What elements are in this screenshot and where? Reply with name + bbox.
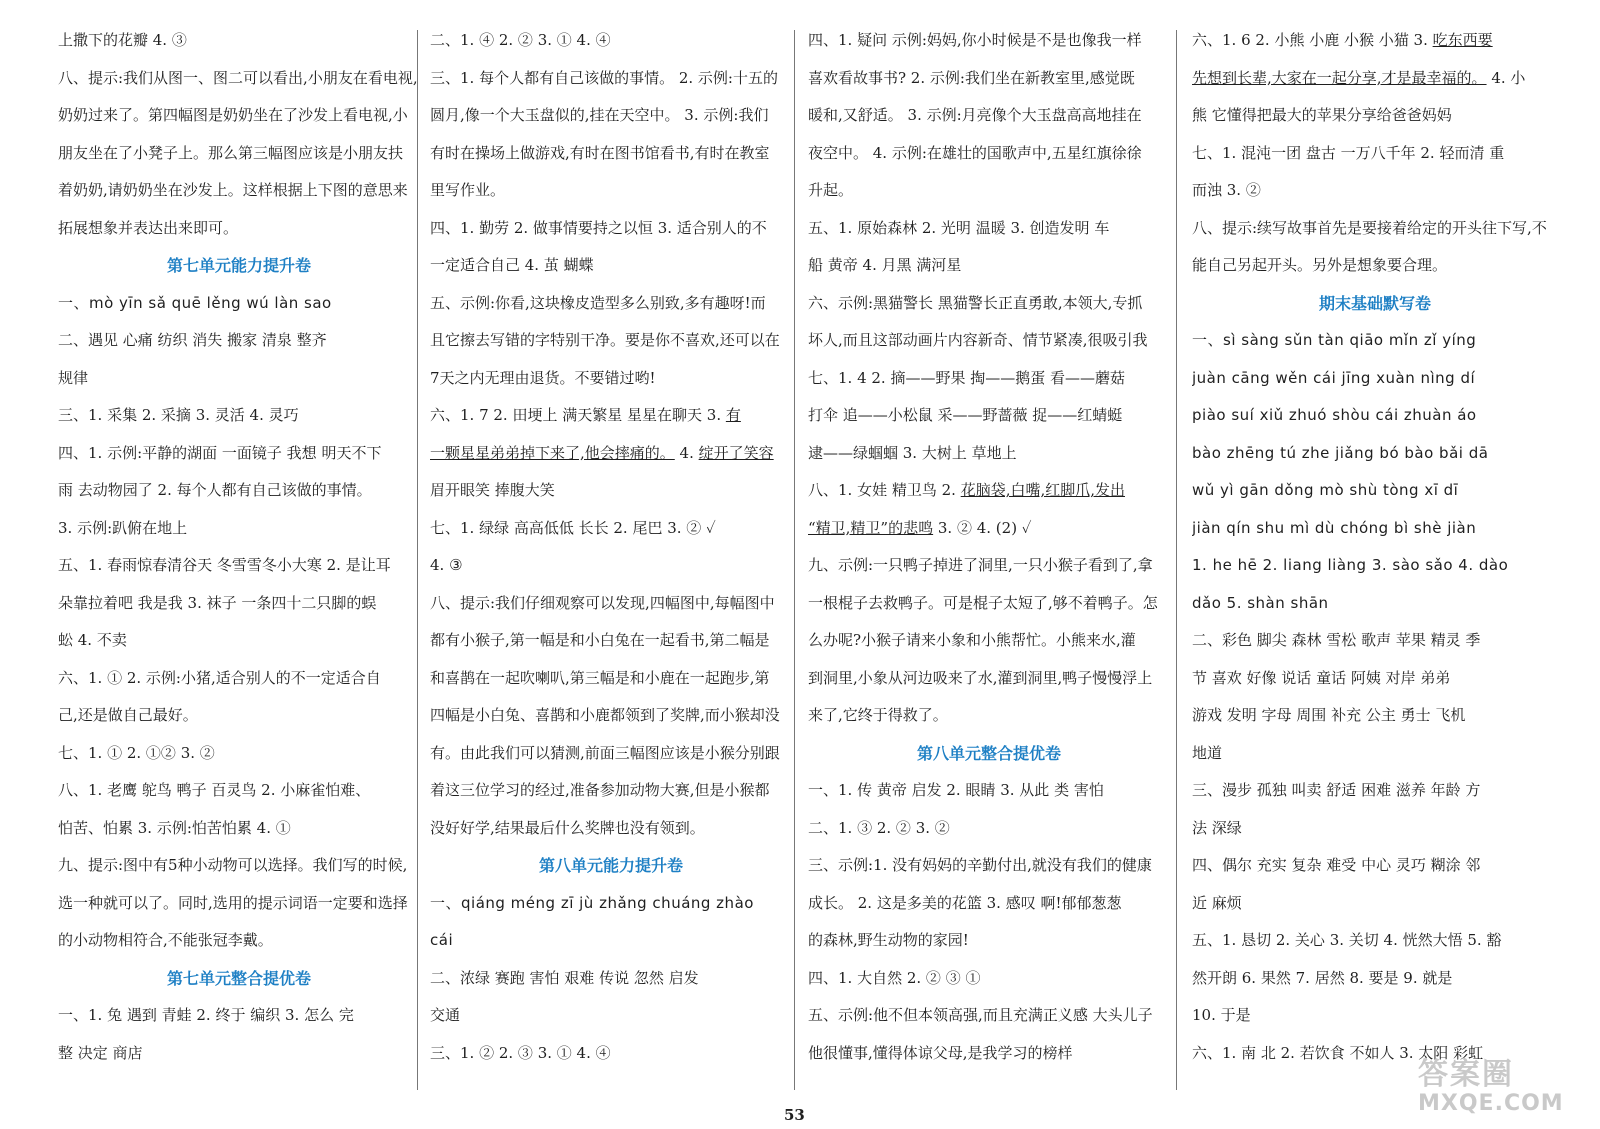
answer-line: 三、1. 每个人都有自己该做的事情。 2. 示例:十五的 [430, 68, 778, 87]
answer-text: 4. [674, 443, 699, 462]
answer-line: 有时在操场上做游戏,有时在图书馆看书,有时在教室 [430, 143, 770, 162]
answer-line: 近 麻烦 [1192, 893, 1242, 912]
answer-line: 到洞里,小象从河边吸来了水,灌到洞里,鸭子慢慢浮上 [808, 668, 1153, 687]
underlined-answer: 先想到长辈,大家在一起分享,才是最幸福的。 [1192, 68, 1487, 87]
answer-line: 3. 示例:趴俯在地上 [58, 518, 188, 537]
answer-line [808, 510, 1170, 548]
answer-line: 的小动物相符合,不能张冠李戴。 [58, 931, 273, 949]
answer-line: 八、提示:续写故事首先是要接着给定的开头往下写,不 [1192, 218, 1547, 237]
answer-line: 7天之内无理由退货。不要错过哟! [430, 368, 656, 387]
section-heading: 期末基础默写卷 [1318, 293, 1431, 313]
answer-line: 船 黄帝 4. 月黑 满河星 [808, 256, 962, 274]
answer-line: 选一种就可以了。同时,选用的提示词语一定要和选择 [58, 893, 408, 912]
answer-line: 坏人,而且这部动画片内容新奇、情节紧凑,很吸引我 [808, 331, 1148, 349]
answer-line: 四、1. 大自然 2. ② ③ ① [808, 968, 981, 987]
underlined-answer: 吃东西要 [1432, 31, 1493, 49]
pinyin-line: piào suí xiǔ zhuó shòu cái zhuàn áo [1192, 406, 1477, 424]
answer-line: 交通 [430, 1006, 461, 1024]
answer-line [808, 472, 1170, 510]
column-2 [430, 22, 792, 1102]
answer-line: 三、1. ② 2. ③ 3. ① 4. ④ [430, 1043, 611, 1062]
answer-line: 圆月,像一个大玉盘似的,挂在天空中。 3. 示例:我们 [430, 106, 769, 124]
column-3 [808, 22, 1170, 1102]
answer-line: 有。由此我们可以猜测,前面三幅图应该是小猴分别跟 [430, 743, 780, 762]
answer-line: 着这三位学习的经过,准备参加动物大赛,但是小猴都 [430, 781, 770, 799]
answer-line: 打伞 追——小松鼠 采——野蔷薇 捉——红蜻蜓 [808, 406, 1123, 424]
answer-line: 能自己另起开头。另外是想象要合理。 [1192, 256, 1448, 274]
section-heading: 第八单元整合提优卷 [916, 743, 1061, 763]
answer-line: 五、示例:他不但本领高强,而且充满正义感 大头儿子 [808, 1006, 1153, 1024]
answer-line: 而浊 3. ② [1192, 181, 1261, 199]
answer-line: 法 深绿 [1192, 818, 1242, 837]
answer-line: 规律 [58, 368, 89, 387]
answer-line: 七、1. 混沌一团 盘古 一万八千年 2. 轻而清 重 [1192, 143, 1505, 162]
underlined-answer: 绽开了笑容 [698, 443, 774, 462]
answer-line: 蚣 4. 不卖 [58, 631, 127, 649]
answer-line: 五、1. 原始森林 2. 光明 温暖 3. 创造发明 车 [808, 218, 1110, 237]
underlined-answer: “精卫,精卫”的悲鸣 [808, 518, 934, 537]
answer-line: 里写作业。 [430, 181, 506, 199]
answer-line: 的森林,野生动物的家园! [808, 931, 969, 949]
answer-line: 五、1. 恳切 2. 关心 3. 关切 4. 恍然大悟 5. 豁 [1192, 931, 1502, 949]
answer-text: 六、1. 7 2. 田埂上 满天繁星 星星在聊天 3. [430, 406, 726, 424]
answer-text: 六、1. 6 2. 小熊 小鹿 小猴 小猫 3. [1192, 31, 1433, 49]
answer-line: 雨 去动物园了 2. 每个人都有自己该做的事情。 [58, 481, 372, 499]
answer-line: 么办呢?小猴子请来小象和小熊帮忙。小熊来水,灌 [808, 631, 1136, 649]
answer-line [430, 397, 792, 435]
answer-line: 二、1. ④ 2. ② 3. ① 4. ④ [430, 31, 611, 49]
answer-line: 六、1. 南 北 2. 若饮食 不如人 3. 太阳 彩虹 [1192, 1043, 1484, 1062]
answer-line: 拓展想象并表达出来即可。 [58, 218, 239, 237]
column-divider [1176, 30, 1177, 1090]
answer-line: 成长。 2. 这是多美的花篮 3. 感叹 啊!郁郁葱葱 [808, 893, 1122, 912]
answer-line [1192, 60, 1558, 98]
pinyin-line: dǎo 5. shàn shān [1192, 593, 1329, 612]
answer-line: 怕苦、怕累 3. 示例:怕苦怕累 4. ① [58, 818, 291, 837]
pinyin-line: 一、sì sàng sǔn tàn qiāo mǐn zǐ yíng [1192, 331, 1477, 349]
answer-line: 三、1. 采集 2. 采摘 3. 灵活 4. 灵巧 [58, 406, 299, 424]
answer-line: 八、提示:我们仔细观察可以发现,四幅图中,每幅图中 [430, 593, 775, 612]
answer-line: 三、示例:1. 没有妈妈的辛勤付出,就没有我们的健康 [808, 856, 1152, 874]
answer-line: 七、1. 4 2. 摘——野果 掏——鹅蛋 看——蘑菇 [808, 368, 1126, 387]
answer-line: 五、示例:你看,这块橡皮造型多么别致,多有趣呀!而 [430, 293, 766, 312]
answer-line: 四幅是小白兔、喜鹊和小鹿都领到了奖牌,而小猴却没 [430, 706, 780, 724]
section-heading: 第七单元能力提升卷 [166, 256, 311, 275]
underlined-answer: 有 [725, 406, 741, 424]
page-number: 53 [784, 1106, 805, 1124]
answer-line: 九、提示:图中有5种小动物可以选择。我们写的时候, [58, 856, 408, 874]
answer-line: 二、遇见 心痛 纺织 消失 搬家 清泉 整齐 [58, 331, 327, 349]
answer-line: 且它擦去写错的字特别干净。要是你不喜欢,还可以在 [430, 331, 780, 349]
pinyin-line: wǔ yì gān dǒng mò shù tòng xī dī [1192, 481, 1459, 499]
answer-line: 整 决定 商店 [58, 1043, 143, 1062]
column-1 [58, 22, 420, 1102]
answer-line: 九、示例:一只鸭子掉进了洞里,一只小猴子看到了,拿 [808, 556, 1153, 574]
answer-line: 六、1. ① 2. 示例:小猪,适合别人的不一定适合自 [58, 668, 381, 687]
answer-line: 四、1. 勤劳 2. 做事情要持之以恒 3. 适合别人的不 [430, 218, 767, 237]
answer-line: 己,还是做自己最好。 [58, 706, 198, 724]
answer-line: 来了,它终于得救了。 [808, 706, 948, 724]
watermark-url: MXQE.COM [1418, 1091, 1564, 1116]
pinyin-line: bào zhēng tú zhe jiǎng bó bào bǎi dā [1192, 443, 1489, 462]
answer-line: 逮——绿蝈蝈 3. 大树上 草地上 [808, 443, 1017, 462]
answer-line: 游戏 发明 字母 周围 补充 公主 勇士 飞机 [1192, 706, 1466, 724]
answer-line: 夜空中。 4. 示例:在雄壮的国歌声中,五星红旗徐徐 [808, 143, 1142, 162]
watermark-text: 答案圈 [1418, 1057, 1514, 1092]
answer-line: 地道 [1192, 743, 1223, 762]
answer-line: 五、1. 春雨惊春清谷天 冬雪雪冬小大寒 2. 是让耳 [58, 556, 391, 574]
answer-line: 七、1. ① 2. ①② 3. ② [58, 743, 215, 762]
answer-text: 3. ② 4. (2) ✓ [933, 518, 1032, 537]
answer-text: 八、1. 女娃 精卫鸟 2. [808, 481, 961, 499]
pinyin-line: cái [430, 931, 454, 949]
answer-line: 一、1. 兔 遇到 青蛙 2. 终于 编织 3. 怎么 完 [58, 1006, 354, 1024]
answer-line: 二、彩色 脚尖 森林 雪松 歌声 苹果 精灵 季 [1192, 631, 1481, 649]
answer-line: 一、1. 传 黄帝 启发 2. 眼睛 3. 从此 类 害怕 [808, 781, 1104, 799]
answer-line: 二、1. ③ 2. ② 3. ② [808, 818, 950, 837]
answer-line: 朵靠拉着吧 我是我 3. 袜子 一条四十二只脚的蜈 [58, 593, 377, 612]
answer-line: 10. 于是 [1192, 1006, 1251, 1024]
underlined-answer: 一颗星星弟弟掉下来了,他会摔痛的。 [430, 443, 675, 462]
answer-line: 升起。 [808, 181, 854, 199]
column-divider [417, 30, 418, 1090]
answer-line: 节 喜欢 好像 说话 童话 阿姨 对岸 弟弟 [1192, 668, 1451, 687]
answer-line: 着奶奶,请奶奶坐在沙发上。这样根据上下图的意思来 [58, 181, 408, 199]
answer-line: 四、1. 示例:平静的湖面 一面镜子 我想 明天不下 [58, 443, 382, 462]
answer-line: 喜欢看故事书? 2. 示例:我们坐在新教室里,感觉既 [808, 68, 1135, 87]
answer-line: 眉开眼笑 捧腹大笑 [430, 481, 555, 499]
answer-line: 没好好学,结果最后什么奖牌也没有领到。 [430, 818, 705, 837]
pinyin-line: 1. he hē 2. liang liàng 3. sào sǎo 4. dào [1192, 556, 1509, 574]
answer-line: 他很懂事,懂得体谅父母,是我学习的榜样 [808, 1043, 1073, 1062]
answer-line: 八、1. 老鹰 鸵鸟 鸭子 百灵鸟 2. 小麻雀怕难、 [58, 781, 371, 799]
column-4 [1192, 22, 1558, 1102]
answer-line: 暖和,又舒适。 3. 示例:月亮像个大玉盘高高地挂在 [808, 106, 1142, 124]
pinyin-line: juàn cāng wěn cái jīng xuàn nìng dí [1192, 368, 1476, 387]
answer-line: 六、示例:黑猫警长 黑猫警长正直勇敢,本领大,专抓 [808, 293, 1143, 312]
answer-line [1192, 22, 1558, 60]
answer-line: 四、偶尔 充实 复杂 难受 中心 灵巧 糊涂 邻 [1192, 856, 1481, 874]
section-heading: 第七单元整合提优卷 [166, 968, 311, 988]
answer-line: 然开朗 6. 果然 7. 居然 8. 要是 9. 就是 [1192, 968, 1453, 987]
answer-line: 朋友坐在了小凳子上。那么第三幅图应该是小朋友扶 [58, 143, 404, 162]
pinyin-line: 一、qiáng méng zī jù zhǎng chuáng zhào [430, 893, 754, 912]
answer-line: 奶奶过来了。第四幅图是奶奶坐在了沙发上看电视,小 [58, 106, 408, 124]
answer-line: 八、提示:我们从图一、图二可以看出,小朋友在看电视, [58, 68, 418, 87]
answer-line: 二、浓绿 赛跑 害怕 艰难 传说 忽然 启发 [430, 968, 699, 987]
answer-line: 熊 它懂得把最大的苹果分享给爸爸妈妈 [1192, 106, 1452, 124]
answer-line: 四、1. 疑问 示例:妈妈,你小时候是不是也像我一样 [808, 31, 1142, 49]
answer-line [430, 435, 792, 473]
pinyin-line: 一、mò yīn sǎ quē lěng wú làn sao [58, 293, 332, 312]
underlined-answer: 花脑袋,白嘴,红脚爪,发出 [960, 481, 1126, 499]
answer-line: 三、漫步 孤独 叫卖 舒适 困难 滋养 年龄 方 [1192, 781, 1481, 799]
answer-line: 和喜鹊在一起吹喇叭,第三幅是和小鹿在一起跑步,第 [430, 668, 770, 687]
answer-line: 七、1. 绿绿 高高低低 长长 2. 尾巴 3. ② ✓ [430, 518, 716, 537]
answer-line: 一定适合自己 4. 茧 蝴蝶 [430, 256, 594, 274]
watermark-logo [1418, 1057, 1564, 1120]
answer-line: 4. ③ [430, 556, 463, 574]
section-heading: 第八单元能力提升卷 [538, 856, 683, 875]
answer-text: 4. 小 [1486, 68, 1526, 87]
column-divider [794, 30, 795, 1090]
answer-line: 上撒下的花瓣 4. ③ [58, 31, 187, 49]
answer-line: 都有小猴子,第一幅是和小白兔在一起看书,第二幅是 [430, 631, 770, 649]
answer-line: 一根棍子去救鸭子。可是棍子太短了,够不着鸭子。怎 [808, 593, 1158, 612]
pinyin-line: jiàn qín shu mì dù chóng bì shè jiàn [1192, 518, 1477, 537]
